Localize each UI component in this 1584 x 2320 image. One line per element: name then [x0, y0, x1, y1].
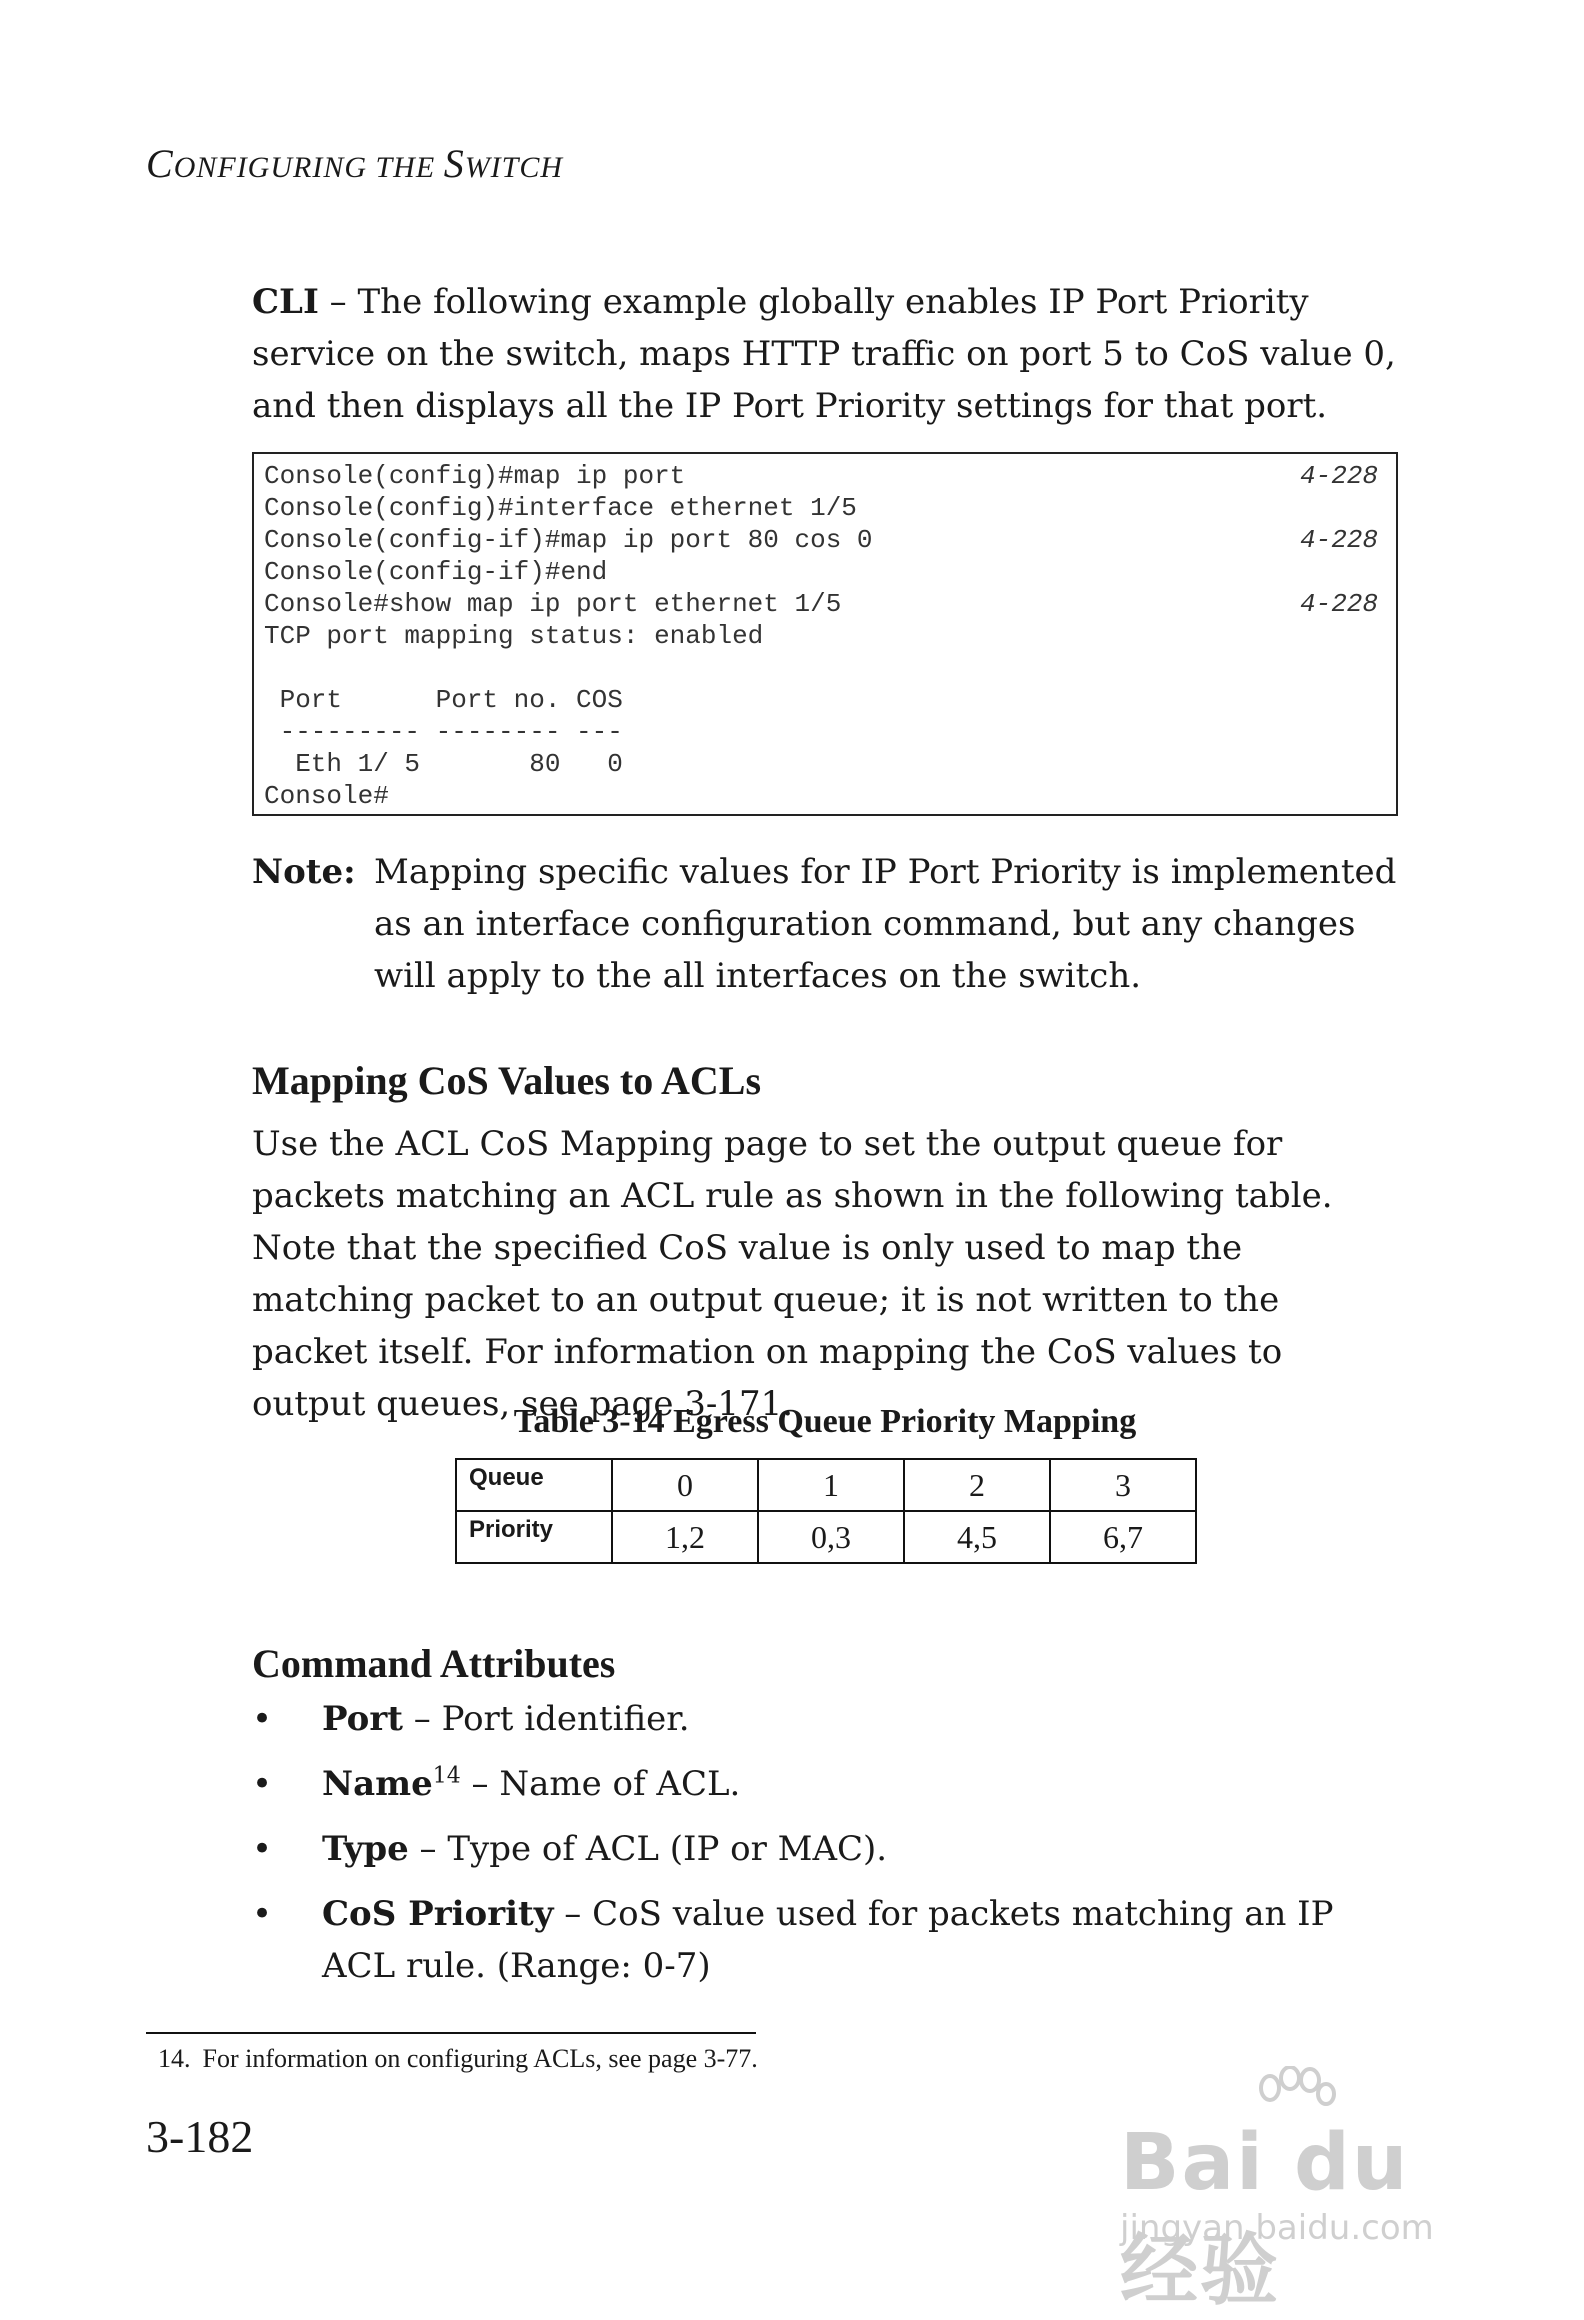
row-header-queue: Queue: [456, 1459, 612, 1511]
section-body-paragraph: [252, 1118, 1402, 1430]
list-item: [252, 1888, 1402, 1992]
code-page-ref: 4-228: [1299, 525, 1378, 555]
attribute-term: Name: [322, 1764, 433, 1804]
code-text: Console(config)#map ip port: [264, 461, 686, 491]
code-text: TCP port mapping status: enabled: [264, 621, 764, 651]
code-line: [264, 620, 1378, 652]
attribute-term: CoS Priority: [322, 1894, 554, 1934]
attribute-desc: – CoS value used for packets matching an IP ACL rule. (Range: 0-7): [322, 1894, 1334, 1986]
attribute-desc: – Type of ACL (IP or MAC).: [408, 1829, 888, 1869]
page-number: 3-182: [146, 2111, 254, 2162]
bullet-icon: •: [252, 1699, 273, 1739]
footnote-ref[interactable]: 14: [432, 1763, 461, 1789]
footnote: [158, 2044, 758, 2074]
section-body-text: Use the ACL CoS Mapping page to set the output queue for packets matching an ACL rule as shown in the following table. Note that the specified CoS value is only used to map the matching packet to an output queue; it is not written to the packet itself. For information on mapping the CoS values to output queues, see page 3-171.: [252, 1124, 1333, 1424]
note-text: Mapping specific values for IP Port Priority is implemented as an interface configuration command, but any changes will apply to the all interfaces on the switch.: [374, 852, 1397, 996]
code-text: Console(config-if)#map ip port 80 cos 0: [264, 525, 873, 555]
code-line: [264, 748, 1378, 780]
code-text: --------- -------- ---: [264, 717, 623, 747]
footnote-text: For information on configuring ACLs, see page 3-77.: [202, 2044, 758, 2073]
cli-code-block: [252, 452, 1398, 816]
attribute-desc: – Name of ACL.: [460, 1764, 741, 1804]
row-header-priority: Priority: [456, 1511, 612, 1563]
attribute-term: Port: [322, 1699, 403, 1739]
code-text: Port Port no. COS: [264, 685, 623, 715]
code-page-ref: 4-228: [1299, 589, 1378, 619]
baidu-watermark: [1120, 2066, 1500, 2316]
table-cell: 0,3: [758, 1511, 904, 1563]
list-item: [252, 1823, 1402, 1875]
watermark-brand: Bai du 经验: [1120, 2118, 1410, 2316]
code-text: Console(config)#interface ethernet 1/5: [264, 493, 857, 523]
code-text: Console#show map ip port ethernet 1/5: [264, 589, 842, 619]
running-header: CONFIGURING THE SWITCH: [146, 141, 564, 186]
table-cell: 3: [1050, 1459, 1196, 1511]
code-line: [264, 492, 1378, 524]
table-cell: 2: [904, 1459, 1050, 1511]
section-heading-mapping-cos: Mapping CoS Values to ACLs: [252, 1058, 762, 1103]
code-page-ref: 4-228: [1299, 461, 1378, 491]
code-line: [264, 524, 1378, 556]
code-line: [264, 556, 1378, 588]
list-item: [252, 1693, 1402, 1745]
table-row: [456, 1511, 1196, 1563]
list-item: [252, 1758, 1402, 1810]
footnote-divider: [146, 2032, 756, 2034]
watermark-site: jingyan.baidu.com: [1120, 2208, 1434, 2248]
attribute-list: [252, 1693, 1402, 2005]
footnote-number: 14.: [158, 2044, 191, 2073]
table-cell: 1: [758, 1459, 904, 1511]
section-heading-command-attributes: Command Attributes: [252, 1641, 616, 1686]
code-line: [264, 652, 1378, 684]
code-text: Console#: [264, 781, 389, 811]
bullet-icon: •: [252, 1829, 273, 1869]
table-cell: 6,7: [1050, 1511, 1196, 1563]
code-line: [264, 716, 1378, 748]
note-block: [252, 846, 1402, 1002]
table-cell: 1,2: [612, 1511, 758, 1563]
note-label: Note:: [252, 852, 356, 892]
table-cell: 4,5: [904, 1511, 1050, 1563]
bullet-icon: •: [252, 1764, 273, 1804]
attribute-term: Type: [322, 1829, 409, 1869]
bullet-icon: •: [252, 1894, 273, 1934]
egress-queue-priority-table: [455, 1458, 1197, 1564]
cli-intro-text: – The following example globally enables IP Port Priority service on the switch, maps HTTP traffic on port 5 to CoS value 0, and then displays all the IP Port Priority settings for that port.: [252, 282, 1396, 426]
code-line: [264, 780, 1378, 812]
code-line: [264, 588, 1378, 620]
table-caption: Table 3-14 Egress Queue Priority Mapping: [513, 1403, 1137, 1440]
cli-intro-paragraph: [252, 276, 1402, 432]
table-cell: 0: [612, 1459, 758, 1511]
code-text: Console(config-if)#end: [264, 557, 608, 587]
code-text: Eth 1/ 5 80 0: [264, 749, 623, 779]
table-row: [456, 1459, 1196, 1511]
code-line: [264, 460, 1378, 492]
attribute-desc: – Port identifier.: [402, 1699, 690, 1739]
cli-label: CLI: [252, 282, 319, 322]
code-line: [264, 684, 1378, 716]
paw-icon: [1250, 2066, 1340, 2126]
